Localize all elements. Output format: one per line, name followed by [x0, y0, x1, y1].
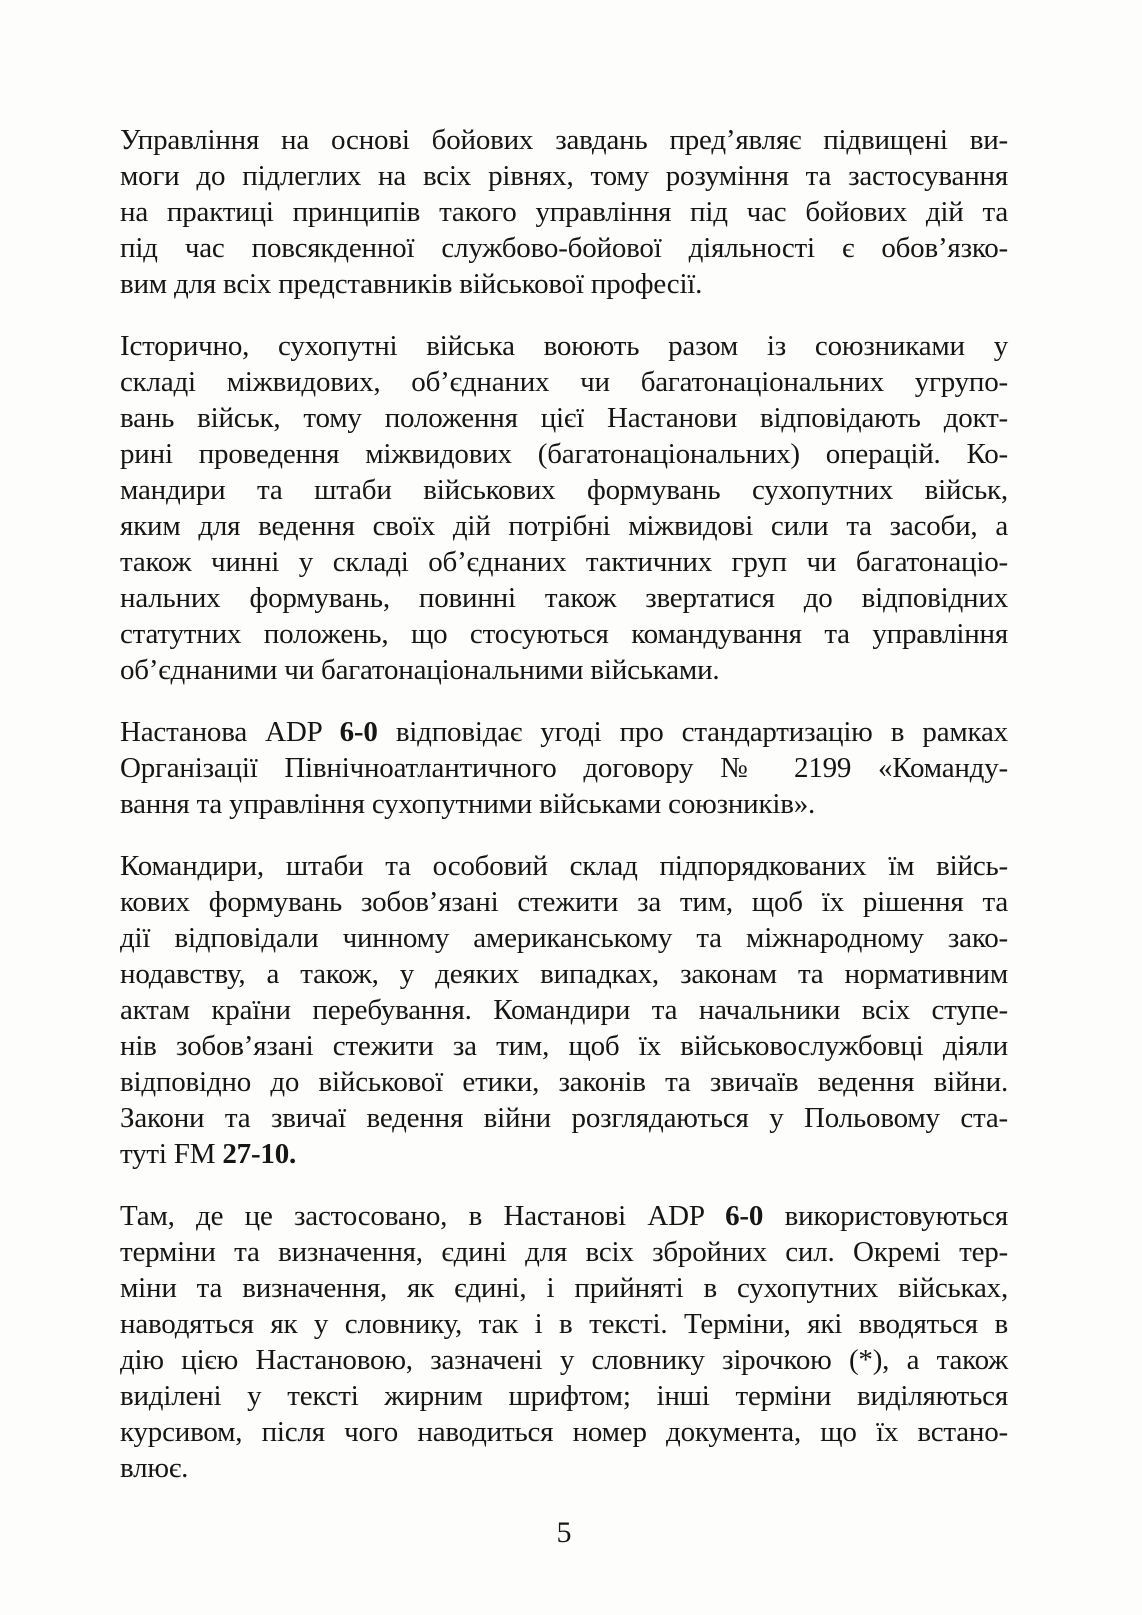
- text-segment: вань військ, тому положення цієї Настанови відповідають докт-: [120, 402, 1008, 434]
- paragraph: [120, 122, 1008, 302]
- text-segment: також чинні у складі об’єднаних тактичних груп чи багатонаціо-: [120, 546, 1008, 578]
- text-block: [120, 122, 1008, 1512]
- bold-text-segment: 6-0: [725, 1200, 764, 1232]
- text-segment: влює.: [120, 1452, 189, 1484]
- bold-text-segment: 6-0: [339, 716, 378, 748]
- text-line: [120, 580, 1008, 616]
- text-line: [120, 194, 1008, 230]
- text-segment: виділені у тексті жирним шрифтом; інші терміни виділяються: [120, 1380, 1008, 1412]
- text-line: [120, 1234, 1008, 1270]
- text-line: [120, 884, 1008, 920]
- text-line: [120, 508, 1008, 544]
- text-line: [120, 1028, 1008, 1064]
- text-line: [120, 1450, 1008, 1486]
- text-segment: яким для ведення своїх дій потрібні міжвидові сили та засоби, а: [120, 510, 1008, 542]
- text-line: [120, 848, 1008, 884]
- text-line: [120, 364, 1008, 400]
- bold-text-segment: 27-10.: [222, 1138, 297, 1170]
- text-segment: Там, де це застосовано, в Настанові ADP: [120, 1200, 726, 1232]
- text-line: [120, 266, 1008, 302]
- text-line: [120, 1064, 1008, 1100]
- text-segment: під час повсякденної службово-бойової діяльності є обов’язко-: [120, 232, 1008, 264]
- text-segment: наводяться як у словнику, так і в тексті. Терміни, які вводяться в: [120, 1308, 1008, 1340]
- text-line: [120, 1198, 1008, 1234]
- paragraph: [120, 1198, 1008, 1486]
- text-segment: Командири, штаби та особовий склад підпорядкованих їм війсь-: [120, 850, 1008, 882]
- text-line: [120, 1136, 1008, 1172]
- text-line: [120, 1270, 1008, 1306]
- text-segment: Управління на основі бойових завдань пред’являє підвищені ви-: [120, 124, 1008, 156]
- text-segment: складі міжвидових, об’єднаних чи багатонаціональних угрупо-: [120, 366, 1008, 398]
- text-segment: кових формувань зобов’язані стежити за тим, щоб їх рішення та: [120, 886, 1008, 918]
- text-line: [120, 472, 1008, 508]
- text-line: [120, 714, 1008, 750]
- text-line: [120, 616, 1008, 652]
- text-segment: Настанова ADP: [120, 716, 340, 748]
- text-segment: Закони та звичаї ведення війни розглядаються у Польовому ста-: [120, 1102, 1008, 1134]
- text-line: [120, 1306, 1008, 1342]
- text-line: [120, 122, 1008, 158]
- text-segment: нів зобов’язані стежити за тим, щоб їх військовослужбовці діяли: [120, 1030, 1008, 1062]
- text-segment: Історично, сухопутні війська воюють разом із союзниками у: [120, 330, 1008, 362]
- text-segment: дії відповідали чинному американському та міжнародному зако-: [120, 922, 1008, 954]
- text-line: [120, 230, 1008, 266]
- text-line: [120, 1414, 1008, 1450]
- text-segment: відповідає угоді про стандартизацію в рамках: [377, 716, 1008, 748]
- text-segment: на практиці принципів такого управління під час бойових дій та: [120, 196, 1008, 228]
- paragraph: [120, 848, 1008, 1172]
- text-segment: туті FM: [120, 1138, 223, 1170]
- text-line: [120, 920, 1008, 956]
- text-segment: Організації Північноатлантичного договору № 2199 «Команду-: [120, 752, 1008, 784]
- text-segment: нальних формувань, повинні також звертатися до відповідних: [120, 582, 1008, 614]
- text-line: [120, 400, 1008, 436]
- text-line: [120, 786, 1008, 822]
- text-segment: терміни та визначення, єдині для всіх збройних сил. Окремі тер-: [120, 1236, 1008, 1268]
- text-segment: відповідно до військової етики, законів та звичаїв ведення війни.: [120, 1066, 1008, 1098]
- text-segment: моги до підлеглих на всіх рівнях, тому розуміння та застосування: [120, 160, 1008, 192]
- text-segment: мандири та штаби військових формувань сухопутних військ,: [120, 474, 1008, 506]
- text-line: [120, 992, 1008, 1028]
- text-line: [120, 1342, 1008, 1378]
- paragraph: [120, 714, 1008, 822]
- text-line: [120, 750, 1008, 786]
- text-line: [120, 1100, 1008, 1136]
- text-line: [120, 1378, 1008, 1414]
- text-segment: об’єднаними чи багатонаціональними військами.: [120, 654, 720, 686]
- text-line: [120, 544, 1008, 580]
- text-line: [120, 328, 1008, 364]
- text-segment: нодавству, а також, у деяких випадках, законам та нормативним: [120, 958, 1008, 990]
- paragraph: [120, 328, 1008, 688]
- text-line: [120, 956, 1008, 992]
- text-line: [120, 652, 1008, 688]
- text-segment: рині проведення міжвидових (багатонаціональних) операцій. Ко-: [120, 438, 1008, 470]
- text-segment: актам країни перебування. Командири та начальники всіх ступе-: [120, 994, 1008, 1026]
- text-segment: використовуються: [763, 1200, 1008, 1232]
- text-segment: статутних положень, що стосуються командування та управління: [120, 618, 1008, 650]
- text-segment: вання та управління сухопутними військами союзників».: [120, 788, 816, 820]
- text-segment: дію цією Настановою, зазначені у словнику зірочкою (*), а також: [120, 1344, 1008, 1376]
- text-segment: курсивом, після чого наводиться номер документа, що їх встано-: [120, 1416, 1008, 1448]
- text-line: [120, 436, 1008, 472]
- text-line: [120, 158, 1008, 194]
- text-segment: вим для всіх представників військової професії.: [120, 268, 703, 300]
- page-number: 5: [556, 1516, 572, 1549]
- text-segment: міни та визначення, як єдині, і прийняті в сухопутних військах,: [120, 1272, 1008, 1304]
